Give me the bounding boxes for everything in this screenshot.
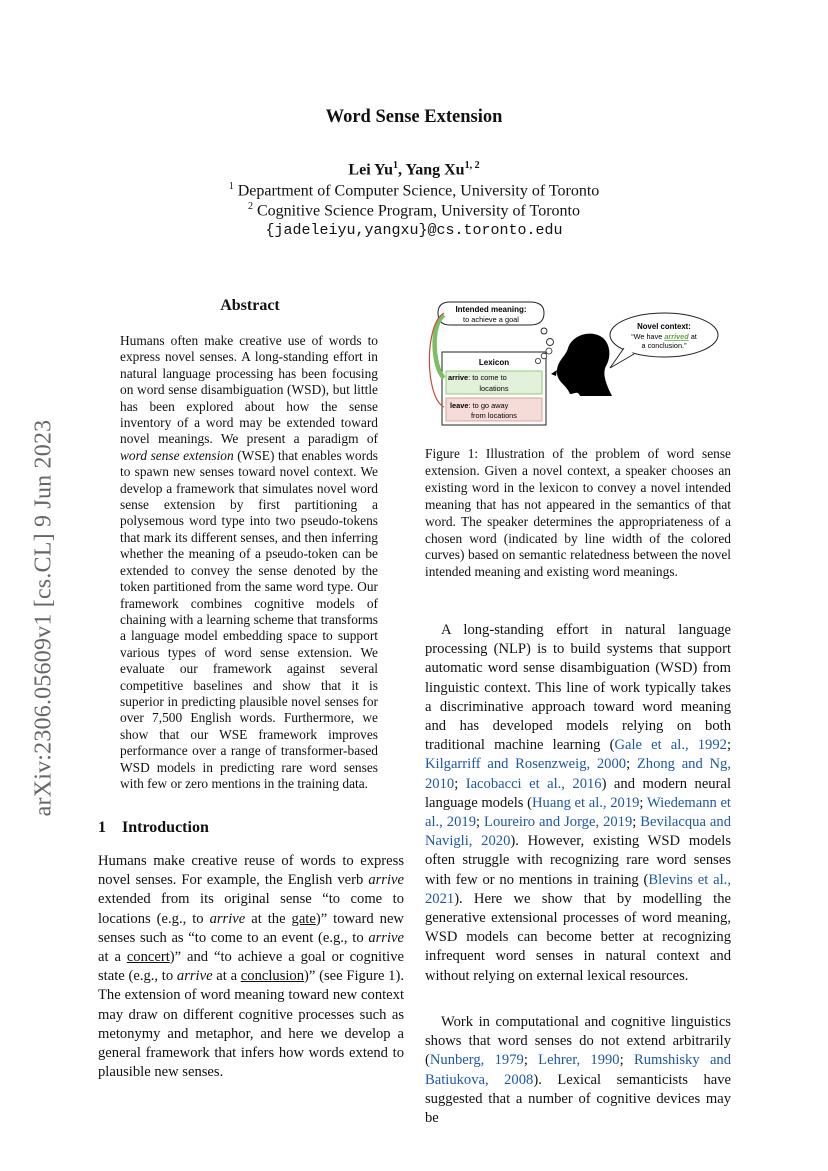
svg-text:from locations: from locations bbox=[470, 411, 518, 420]
email: {jadeleiyu,yangxu}@cs.toronto.edu bbox=[265, 222, 563, 239]
body-paragraph-2: Work in computational and cognitive linguistics shows that word senses do not extend arbitrarily (Nunberg, 1979; Lehrer, 1990; Rumshisky and Batiukova, 2008). Lexical semanticists have suggested that a number of cognitive devices may be bbox=[425, 1014, 732, 1127]
citation[interactable]: Bevilacqua and Navigli, 2020 bbox=[425, 814, 731, 850]
intro-paragraph: Humans make creative reuse of words to express novel senses. For example, the English verb arrive extended from its original sense “to come to locations (e.g., to arrive at the gate)” toward new senses such as “to come to an event (e.g., to arrive at a concert)” and “to achieve a goal or cognitive state (e.g., to arrive at a conclusion)” (see Figure 1). The extension of word meaning toward new context may draw on different cognitive processes such as metonymy and metaphor, and here we develop a general framework that infers how words extend to plausible new senses. bbox=[98, 853, 404, 1081]
citation[interactable]: Rumshisky and Batiukova, 2008 bbox=[425, 1052, 732, 1088]
abstract-heading: Abstract bbox=[220, 297, 280, 314]
svg-text:locations: locations bbox=[479, 384, 509, 393]
arxiv-stamp: arXiv:2306.05609v1 [cs.CL] 9 Jun 2023 bbox=[30, 419, 57, 817]
svg-text:“We have arrived at: “We have arrived at bbox=[631, 332, 697, 341]
affiliation-1: $^1$ Department of Computer Science, University of Toronto bbox=[228, 181, 600, 200]
citation[interactable]: Kilgarriff and Rosenzweig, 2000 bbox=[425, 756, 627, 773]
section-heading: 1 Introduction bbox=[98, 819, 209, 836]
citation[interactable]: Lehrer, 1990 bbox=[538, 1052, 620, 1069]
novel-title: Novel context: bbox=[637, 322, 691, 331]
intended-text: to achieve a goal bbox=[463, 315, 519, 324]
author-1: Lei Yu bbox=[348, 161, 394, 179]
thought-circle bbox=[541, 328, 547, 334]
affiliation-2: $^2$ Cognitive Science Program, University of Toronto bbox=[248, 201, 580, 220]
body-paragraph-1: A long-standing effort in natural language processing (NLP) is to build systems that support automatic word sense disambiguation (WSD) from linguistic context. This line of work typically takes a discriminative approach toward word meaning and has developed models relying on both traditional machine learning (Gale et al., 1992; Kilgarriff and Rosenzweig, 2000; Zhong and Ng, 2010; Iacobacci et al., 2016) and modern neural language models (Huang et al., 2019; Wiedemann et al., 2019; Loureiro and Jorge, 2019; Bevilacqua and Navigli, 2020). However, existing WSD models often struggle with recognizing rare word senses with few or no mentions in training (Blevins et al., 2021). Here we show that by modelling the generative extensional processes of word meaning, WSD models can become better at recognizing infrequent word senses in natural context and without relying on external lexical resources. bbox=[425, 622, 732, 984]
svg-text:arrive: to come to: arrive: to come to bbox=[448, 373, 507, 382]
citation[interactable]: Nunberg, 1979 bbox=[429, 1052, 524, 1069]
citation[interactable]: Wiedemann et al., 2019 bbox=[425, 794, 731, 831]
arrive-word: arrive bbox=[448, 373, 469, 382]
abstract-body: Humans often make creative use of words to express novel senses. A long-standing effort in natural language processing has been focusing on word sense disambiguation (WSD), but little has been explored about how the sense inventory of a word may be extended toward novel meanings. We present a paradigm of word sense extension (WSE) that enables words to spawn new senses toward novel context. We develop a framework that simulates novel word sense extension by first partitioning a polysemous word type into two pseudo-tokens that mark its different senses, and then inferring whether the meaning of a pseudo-token can be extended to convey the sense denoted by the token partitioned from the same word type. Our framework combines cognitive models of chaining with a learning scheme that transforms a language model embedding space to support various types of word sense extension. We evaluate our framework against several competitive baselines and show that it is superior in predicting plausible novel senses for over 7,500 English words. Furthermore, we show that our WSE framework improves performance over a range of transformer-based WSD models in predicting rare word senses with few or zero mentions in the training data. bbox=[120, 333, 378, 791]
citation[interactable]: Blevins et al., 2021 bbox=[425, 871, 731, 907]
intended-title: Intended meaning: bbox=[455, 305, 527, 314]
author-line: Lei Yu$^1$, Yang Xu$^{1, 2}$ bbox=[348, 160, 480, 179]
citation[interactable]: Iacobacci et al., 2016 bbox=[465, 775, 602, 792]
speaker-silhouette-icon bbox=[551, 334, 612, 396]
svg-text:a conclusion.”: a conclusion.” bbox=[641, 341, 687, 350]
lexicon-title: Lexicon bbox=[478, 358, 510, 367]
author-2: Yang Xu bbox=[405, 161, 465, 179]
svg-text:leave: to go away: leave: to go away bbox=[450, 401, 509, 410]
figure-caption: Figure 1: Illustration of the problem of word sense extension. Given a novel context, a speaker chooses an existing word in the lexicon to convey a novel intended meaning that has not appeared in the semantics of that word. The speaker determines the appropriateness of a chosen word (indicated by line width of the colored curves) based on semantic relatedness between the novel intended meaning and existing word meanings. bbox=[425, 446, 731, 580]
figure-1 bbox=[420, 298, 735, 431]
citation[interactable]: Loureiro and Jorge, 2019 bbox=[484, 814, 633, 831]
novel-word: arrived bbox=[664, 332, 689, 341]
citation[interactable]: Zhong and Ng, 2010 bbox=[425, 756, 731, 792]
leave-word: leave bbox=[450, 401, 469, 410]
citation[interactable]: Gale et al., 1992 bbox=[614, 737, 727, 754]
citation[interactable]: Huang et al., 2019 bbox=[532, 794, 640, 811]
paper-title: Word Sense Extension bbox=[325, 107, 503, 127]
thought-circle bbox=[547, 339, 554, 346]
